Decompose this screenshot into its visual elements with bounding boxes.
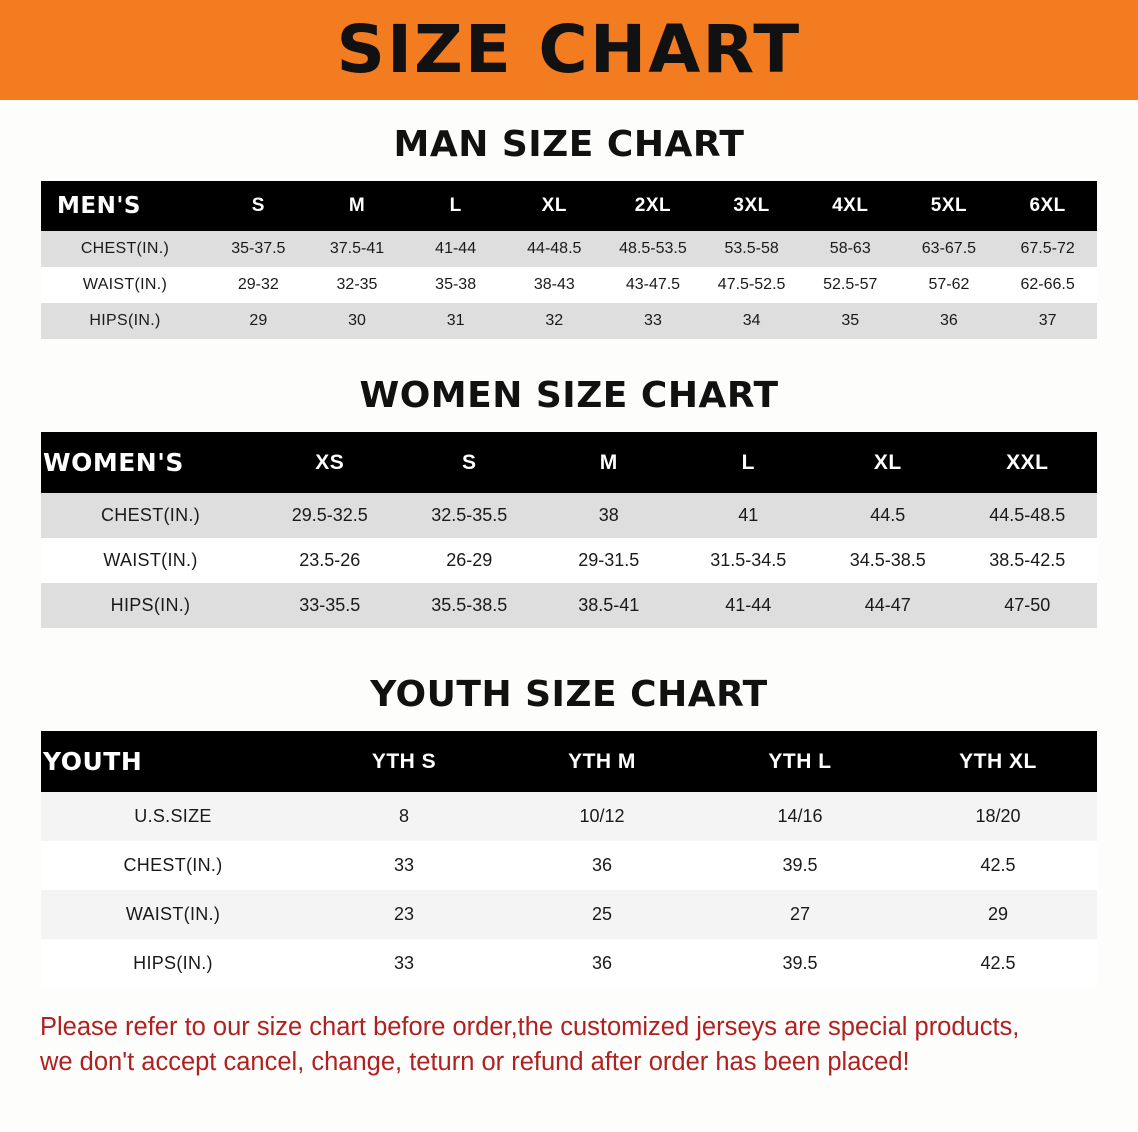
table-cell: 26-29 [446, 550, 493, 570]
table-cell: 37.5-41 [329, 240, 385, 257]
table-cell: 44-47 [864, 595, 911, 615]
table-row [41, 267, 1097, 303]
row-label: CHEST(IN.) [80, 240, 170, 257]
table-cell: 36 [591, 855, 613, 875]
policy-note [40, 1010, 1098, 1080]
row-label: HIPS(IN.) [133, 953, 213, 973]
table-cell: 42.5 [980, 855, 1016, 875]
column-header: MEN'S [57, 193, 141, 219]
table-cell: 10/12 [579, 806, 625, 826]
table-cell: 14/16 [777, 806, 823, 826]
column-header: 4XL [832, 195, 869, 216]
youth-size-table [41, 731, 1097, 988]
column-header: YTH S [371, 749, 437, 773]
page-title: SIZE CHART [336, 11, 802, 88]
column-header: XL [541, 195, 567, 216]
table-cell: 39.5 [782, 953, 818, 973]
table-cell: 35-37.5 [231, 240, 286, 257]
page-banner [0, 0, 1138, 100]
table-cell: 57-62 [928, 276, 970, 293]
table-cell: 44-48.5 [527, 240, 582, 257]
table-cell: 58-63 [829, 240, 871, 257]
table-cell: 62-66.5 [1020, 276, 1075, 293]
table-header-row [41, 181, 1097, 231]
table-row [41, 303, 1097, 339]
table-header-row [41, 432, 1097, 493]
table-header-row [41, 731, 1097, 792]
table-cell: 41-44 [725, 595, 772, 615]
table-cell: 29-31.5 [578, 550, 640, 570]
table-cell: 29.5-32.5 [291, 505, 368, 525]
table-cell: 47.5-52.5 [717, 276, 786, 293]
table-cell: 33-35.5 [299, 595, 361, 615]
column-header: XXL [1006, 450, 1049, 474]
table-cell: 48.5-53.5 [619, 240, 687, 257]
row-label: WAIST(IN.) [103, 550, 198, 570]
row-label: WAIST(IN.) [82, 276, 168, 293]
table-cell: 33 [393, 953, 415, 973]
table-row [41, 841, 1097, 890]
column-header: S [461, 450, 477, 474]
table-cell: 37 [1038, 312, 1057, 329]
table-cell: 44.5 [870, 505, 906, 525]
table-cell: 32 [545, 312, 564, 329]
column-header: M [348, 195, 366, 216]
table-cell: 63-67.5 [921, 240, 977, 257]
man-section-title: MAN SIZE CHART [393, 124, 745, 165]
column-header: 5XL [930, 195, 968, 216]
table-cell: 53.5-58 [724, 240, 779, 257]
table-cell: 35 [841, 312, 860, 329]
table-cell: 67.5-72 [1020, 240, 1075, 257]
table-cell: 39.5 [782, 855, 818, 875]
table-cell: 23.5-26 [299, 550, 361, 570]
table-row [41, 538, 1097, 583]
women-size-table [41, 432, 1097, 628]
column-header: YOUTH [43, 747, 143, 776]
table-cell: 43-47.5 [625, 276, 681, 293]
table-cell: 33 [644, 312, 662, 329]
table-cell: 34.5-38.5 [849, 550, 926, 570]
table-cell: 23 [393, 904, 415, 924]
row-label: CHEST(IN.) [123, 855, 223, 875]
row-label: CHEST(IN.) [101, 505, 200, 525]
table-cell: 32-35 [336, 276, 378, 293]
policy-note-line-1: Please refer to our size chart before order,the customized jerseys are special products, [40, 1013, 1020, 1041]
table-cell: 25 [591, 904, 613, 924]
row-label: U.S.SIZE [134, 806, 212, 826]
table-cell: 29 [987, 904, 1009, 924]
table-row [41, 939, 1097, 988]
table-cell: 34 [742, 312, 761, 329]
column-header: XS [315, 450, 345, 474]
table-cell: 38.5-42.5 [989, 550, 1066, 570]
column-header: 2XL [634, 195, 672, 216]
table-row [41, 493, 1097, 538]
table-row [41, 792, 1097, 841]
table-cell: 18/20 [975, 806, 1021, 826]
table-cell: 27 [789, 904, 811, 924]
table-cell: 35.5-38.5 [431, 595, 508, 615]
table-row [41, 890, 1097, 939]
table-row [41, 231, 1097, 267]
table-cell: 8 [398, 806, 409, 826]
row-label: WAIST(IN.) [125, 904, 221, 924]
table-cell: 31.5-34.5 [710, 550, 787, 570]
table-cell: 41-44 [435, 240, 477, 257]
column-header: L [449, 195, 462, 216]
column-header: M [599, 450, 618, 474]
table-cell: 47-50 [1004, 595, 1051, 615]
women-section-title: WOMEN SIZE CHART [359, 375, 779, 416]
column-header: S [251, 195, 265, 216]
column-header: L [741, 450, 755, 474]
table-cell: 42.5 [980, 953, 1016, 973]
table-cell: 33 [393, 855, 415, 875]
column-header: YTH XL [959, 749, 1037, 773]
column-header: 6XL [1029, 195, 1066, 216]
table-cell: 38 [598, 505, 619, 525]
row-label: HIPS(IN.) [89, 312, 161, 329]
table-cell: 29 [249, 312, 268, 329]
column-header: YTH L [768, 749, 832, 773]
man-size-table [41, 181, 1097, 339]
table-cell: 35-38 [435, 276, 477, 293]
table-cell: 38-43 [533, 276, 575, 293]
row-label: HIPS(IN.) [110, 595, 191, 615]
column-header: YTH M [568, 749, 636, 773]
column-header: 3XL [733, 195, 770, 216]
column-header: WOMEN'S [43, 448, 184, 477]
table-cell: 41 [738, 505, 759, 525]
table-cell: 36 [940, 312, 958, 329]
policy-note-line-2: we don't accept cancel, change, teturn or refund after order has been placed! [40, 1048, 910, 1077]
table-cell: 36 [591, 953, 613, 973]
table-cell: 31 [446, 312, 465, 329]
table-cell: 38.5-41 [578, 595, 640, 615]
table-cell: 29-32 [237, 276, 279, 293]
table-row [41, 583, 1097, 628]
youth-section-title: YOUTH SIZE CHART [370, 674, 768, 715]
table-cell: 44.5-48.5 [989, 505, 1066, 525]
column-header: XL [873, 450, 902, 474]
table-cell: 52.5-57 [823, 276, 878, 293]
table-cell: 32.5-35.5 [431, 505, 508, 525]
table-cell: 30 [348, 312, 366, 329]
